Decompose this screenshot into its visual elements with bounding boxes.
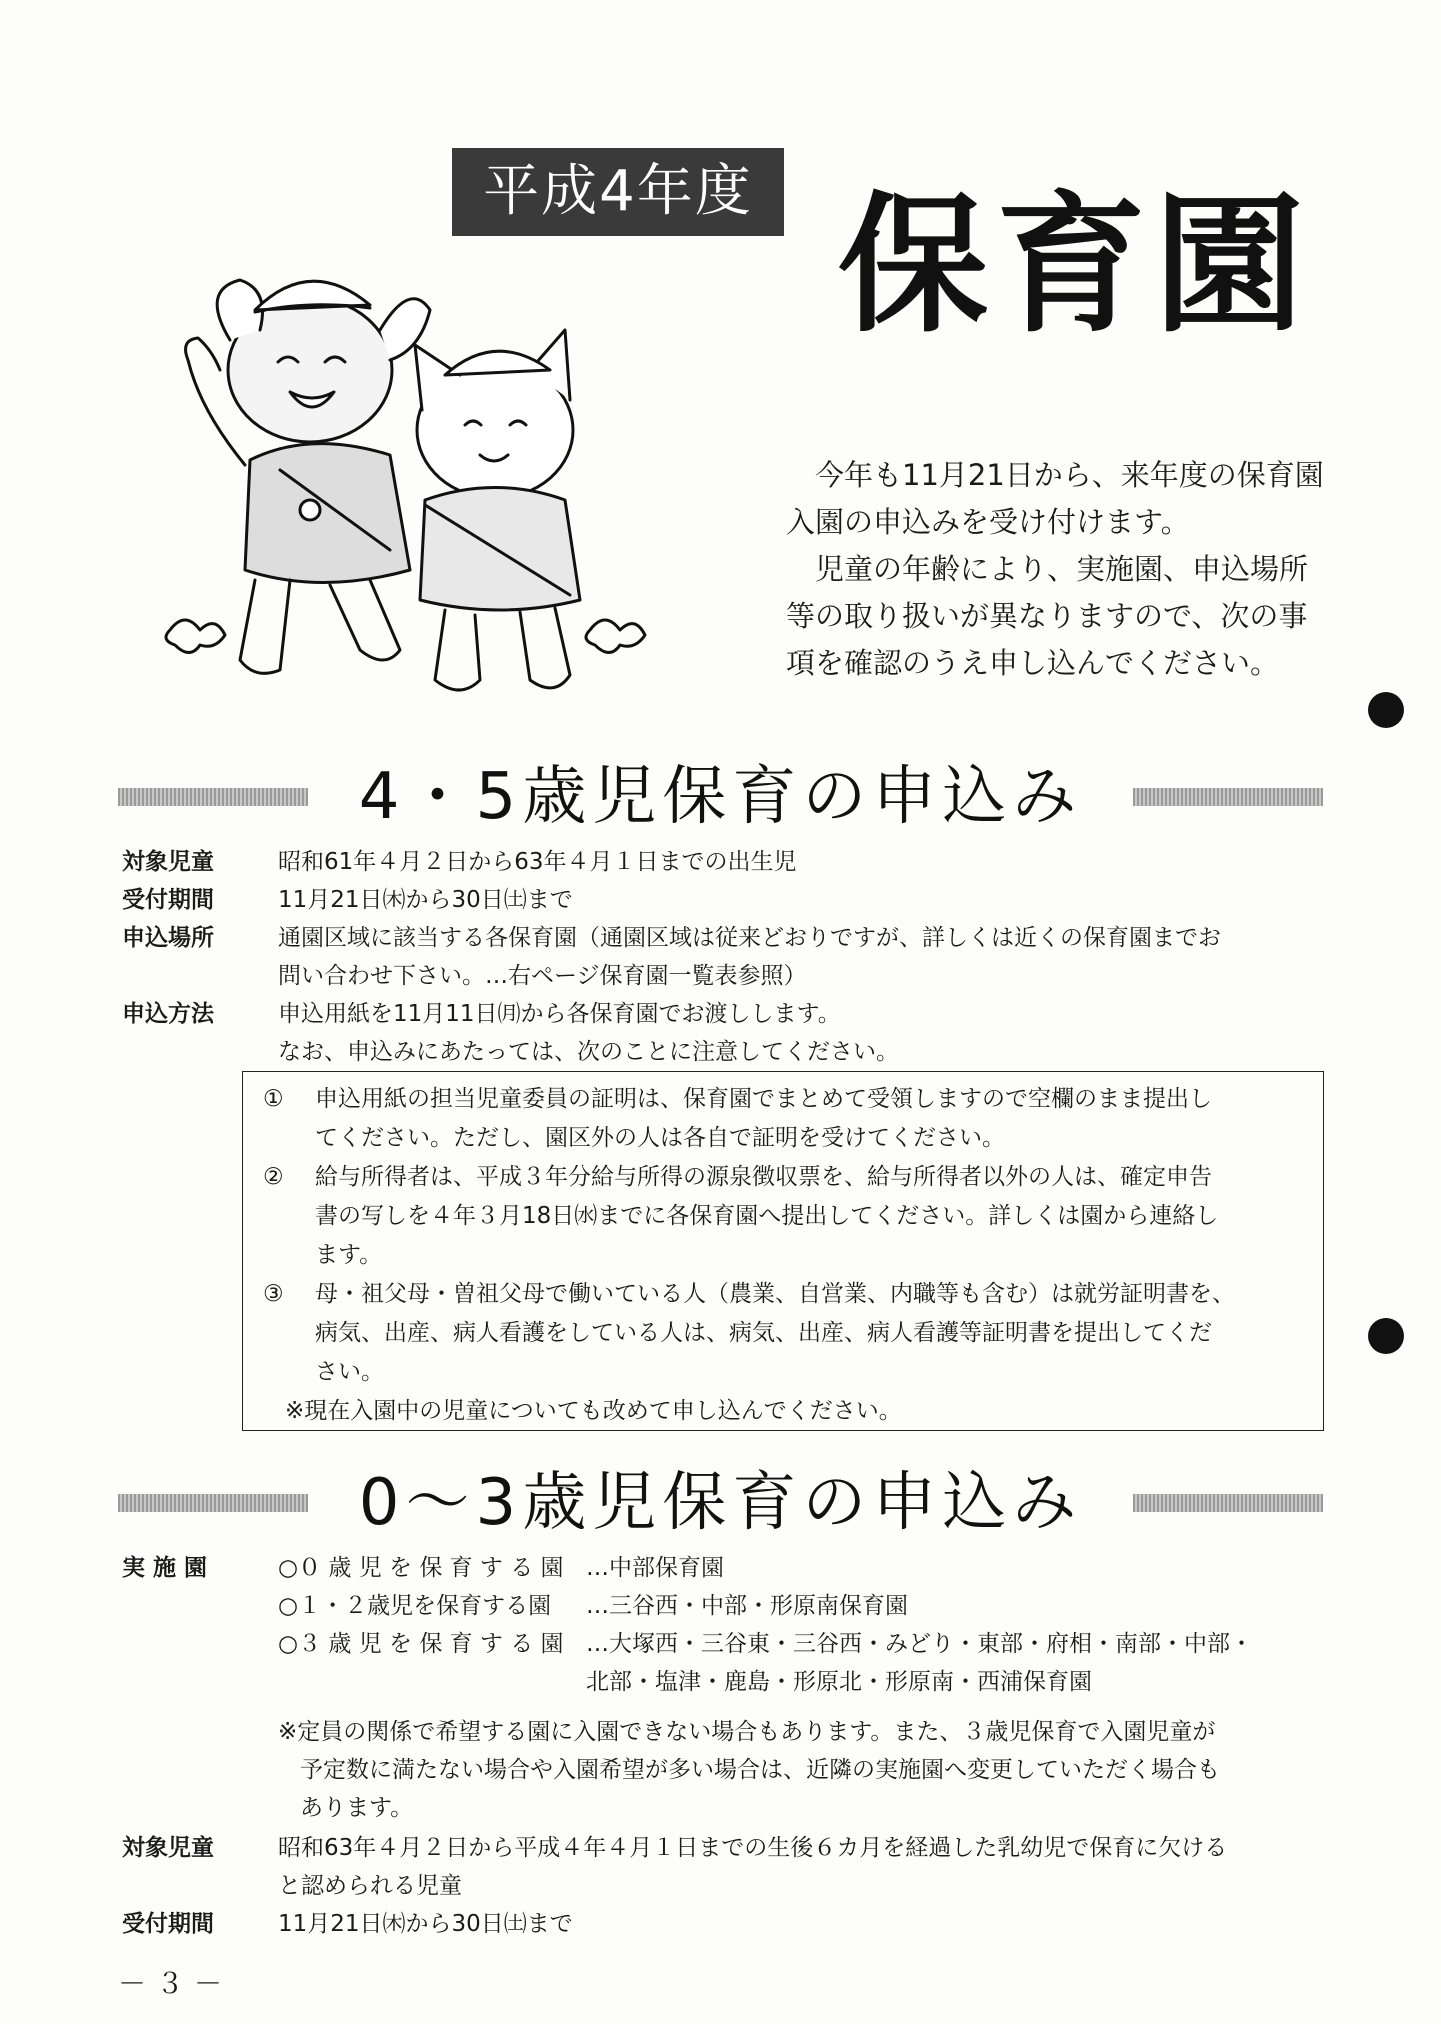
intro-paragraph: 今年も11月21日から、来年度の保育園入園の申込みを受け付けます。 (786, 458, 1324, 539)
note-number: ③ (263, 1281, 284, 1307)
facility-nurseries: 北部・塩津・鹿島・形原北・形原南・西浦保育園 (586, 1669, 1092, 1695)
facility-name: ○３ 歳 児 を 保 育 す る 園 (278, 1631, 564, 1657)
caution-note (278, 1713, 1338, 1827)
facility-item (278, 1587, 1338, 1625)
note-line: 母・祖父母・曽祖父母で働いている人（農業、自営業、内職等も含む）は就労証明書を、 (315, 1281, 1235, 1307)
facility-nurseries: …大塚西・三谷東・三谷西・みどり・東部・府相・南部・中部・ (586, 1631, 1253, 1657)
section-heading-text: 4・5歳児保育の申込み (358, 760, 1083, 834)
note-line: さい。 (315, 1359, 384, 1385)
intro-paragraph: 児童の年齢により、実施園、申込場所等の取り扱いが異なりますので、次の事項を確認のうえ申し込んでください。 (786, 552, 1309, 680)
note-item (263, 1158, 1309, 1275)
caution-line: あります。 (300, 1795, 414, 1821)
year-badge: 平成4年度 (452, 148, 784, 236)
note-line: 申込用紙の担当児童委員の証明は、保育園でまとめて受領しますので空欄のまま提出し (315, 1086, 1212, 1112)
facility-name: ○１・２歳児を保育する園 (278, 1593, 552, 1619)
note-line: 書の写しを４年３月18日㈬までに各保育園へ提出してください。詳しくは園から連絡し (315, 1203, 1219, 1229)
info-row-target (122, 843, 1332, 881)
page-number: －３－ (118, 1967, 233, 2000)
row-value: 昭和63年４月２日から平成４年４月１日までの生後６カ月を経過した乳幼児で保育に欠ける (278, 1835, 1228, 1861)
row-label: 受付期間 (122, 887, 214, 913)
section-heading-03 (118, 1458, 1323, 1548)
section-heading-45 (118, 752, 1323, 842)
note-footer: ※現在入園中の児童についても改めて申し込んでください。 (285, 1398, 902, 1424)
row-value: 問い合わせ下さい。…右ページ保育園一覧表参照） (278, 963, 807, 989)
notes-box (242, 1071, 1324, 1431)
row-value: なお、申込みにあたっては、次のことに注意してください。 (278, 1039, 899, 1065)
page-title: 保育園 (838, 179, 1313, 353)
binder-hole (1368, 1318, 1404, 1354)
facility-nurseries: …中部保育園 (586, 1555, 724, 1581)
row-value: 通園区域に該当する各保育園（通園区域は従来どおりですが、詳しくは近くの保育園までお (278, 925, 1221, 951)
note-number: ① (263, 1086, 284, 1112)
heading-bar (118, 1494, 308, 1512)
facility-item (278, 1549, 1338, 1587)
note-number: ② (263, 1164, 284, 1190)
row-label: 受付期間 (122, 1911, 214, 1937)
caution-line: ※定員の関係で希望する園に入園できない場合もあります。また、３歳児保育で入園児童が (278, 1719, 1216, 1745)
facility-name: ○０ 歳 児 を 保 育 す る 園 (278, 1555, 564, 1581)
info-row-period (122, 1905, 1332, 1943)
caution-line: 予定数に満たない場合や入園希望が多い場合は、近隣の実施園へ変更していただく場合も (300, 1757, 1220, 1783)
info-row-place (122, 919, 1332, 995)
heading-bar (118, 788, 308, 806)
row-label: 申込場所 (122, 925, 214, 951)
heading-bar (1133, 788, 1323, 806)
facility-list (278, 1549, 1338, 1701)
note-line: てください。ただし、園区外の人は各自で証明を受けてください。 (315, 1125, 1005, 1151)
mascot-illustration (160, 250, 680, 710)
note-line: 病気、出産、病人看護をしている人は、病気、出産、病人看護等証明書を提出してくだ (315, 1320, 1212, 1346)
info-row-target (122, 1829, 1332, 1905)
note-line: ます。 (315, 1242, 383, 1268)
row-label: 対象児童 (122, 1835, 214, 1861)
binder-hole (1368, 692, 1404, 728)
row-value: 11月21日㈭から30日㈯まで (278, 1911, 573, 1937)
note-item (263, 1080, 1309, 1158)
note-item (263, 1275, 1309, 1392)
info-row-period (122, 881, 1332, 919)
facility-item (278, 1625, 1338, 1663)
heading-bar (1133, 1494, 1323, 1512)
row-value: 昭和61年４月２日から63年４月１日までの出生児 (278, 849, 797, 875)
row-value: 申込用紙を11月11日㈪から各保育園でお渡しします。 (278, 1001, 841, 1027)
note-line: 給与所得者は、平成３年分給与所得の源泉徴収票を、給与所得者以外の人は、確定申告 (315, 1164, 1212, 1190)
section-heading-text: 0～3歳児保育の申込み (358, 1466, 1083, 1540)
info-row-method (122, 995, 1332, 1071)
intro-text (786, 452, 1326, 687)
row-label: 申込方法 (122, 1001, 214, 1027)
facility-nurseries: …三谷西・中部・形原南保育園 (586, 1593, 908, 1619)
row-value: と認められる児童 (278, 1873, 462, 1899)
row-label: 対象児童 (122, 849, 214, 875)
row-value: 11月21日㈭から30日㈯まで (278, 887, 573, 913)
row-label: 実 施 園 (122, 1555, 208, 1581)
